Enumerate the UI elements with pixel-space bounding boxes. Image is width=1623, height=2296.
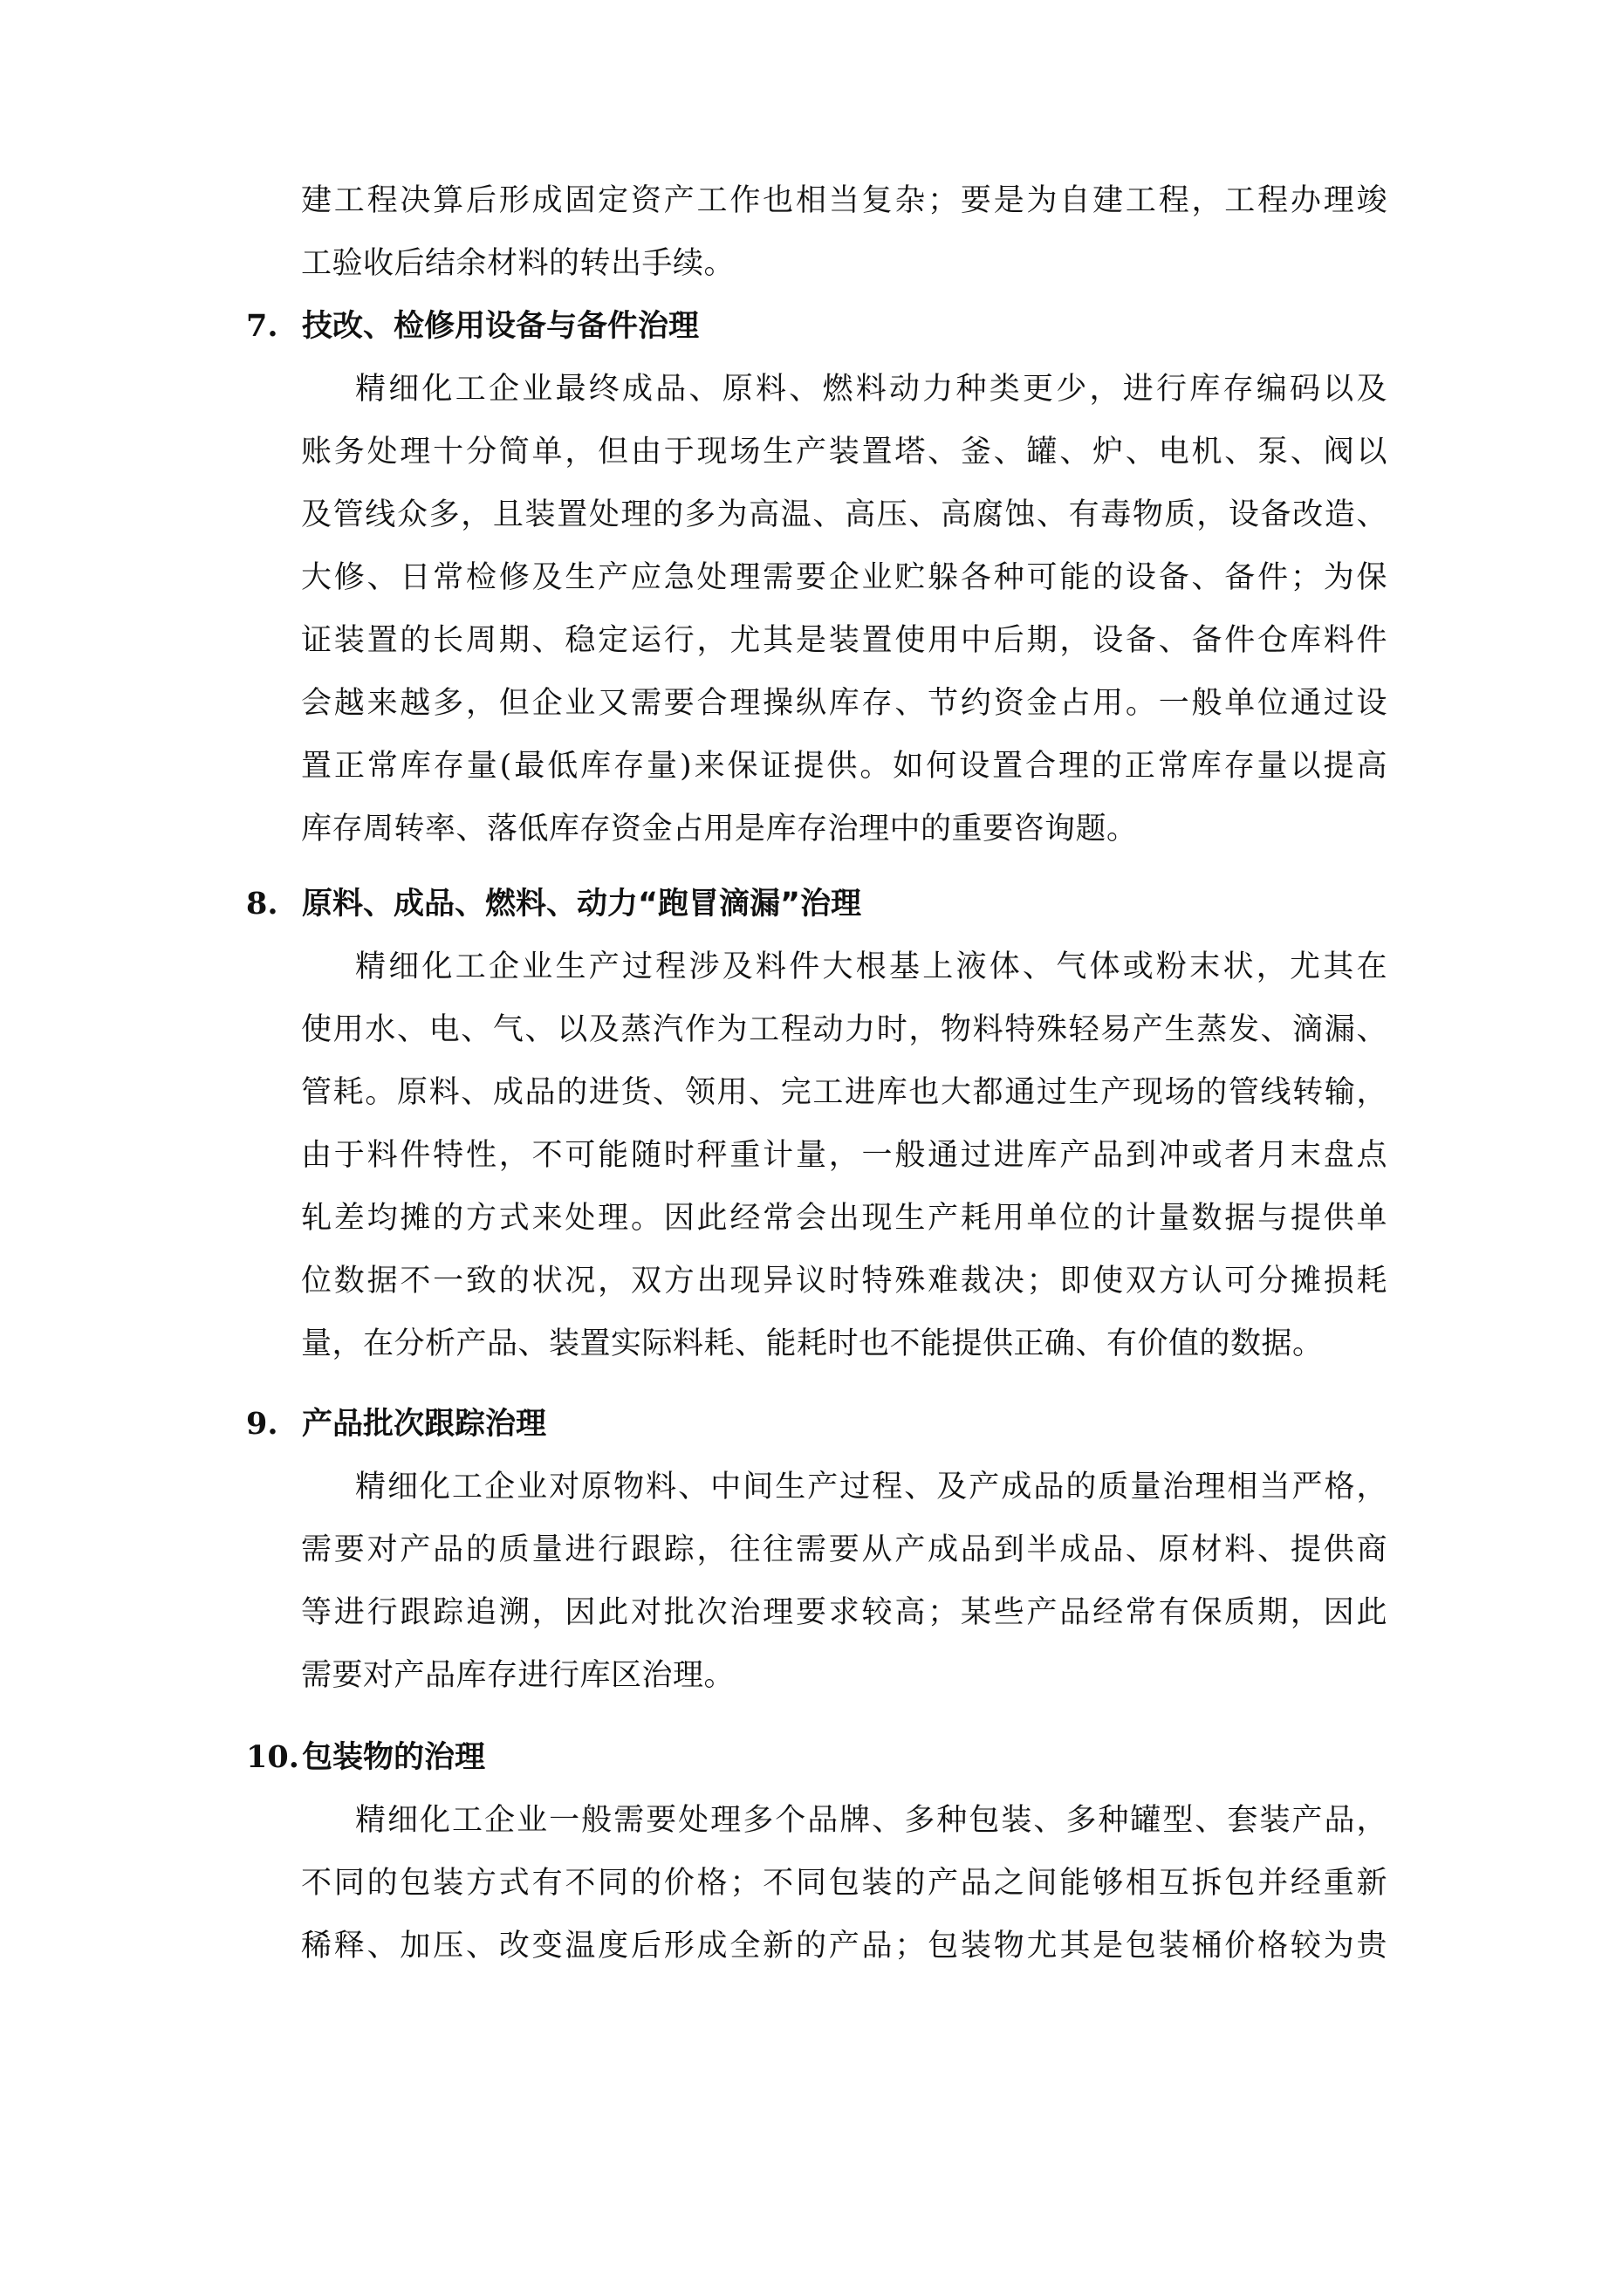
section-number: 9.	[246, 1406, 278, 1442]
text-line: 由于料件特性，不可能随时秤重计量，一般通过进库产品到冲或者月末盘点	[301, 1138, 1387, 1173]
text-line: 证装置的长周期、稳定运行，尤其是装置使用中后期，设备、备件仓库料件	[301, 623, 1387, 658]
text-line: 不同的包装方式有不同的价格；不同包装的产品之间能够相互拆包并经重新	[301, 1866, 1387, 1901]
text-line: 轧差均摊的方式来处理。因此经常会出现生产耗用单位的计量数据与提供单	[301, 1201, 1387, 1236]
text-line: 精细化工企业一般需要处理多个品牌、多种包装、多种罐型、套装产品，	[355, 1803, 1387, 1838]
text-line: 会越来越多，但企业又需要合理操纵库存、节约资金占用。一般单位通过设	[301, 686, 1387, 721]
section-number: 8.	[246, 886, 278, 922]
text-line: 账务处理十分简单，但由于现场生产装置塔、釜、罐、炉、电机、泵、阀以	[301, 435, 1387, 469]
text-line: 库存周转率、落低库存资金占用是库存治理中的重要咨询题。	[301, 812, 1138, 846]
text-line: 等进行跟踪追溯，因此对批次治理要求较高；某些产品经常有保质期，因此	[301, 1595, 1387, 1630]
text-line: 管耗。原料、成品的进货、领用、完工进库也大都通过生产现场的管线转输，	[301, 1075, 1387, 1110]
section-title: 原料、成品、燃料、动力“跑冒滴漏”治理	[302, 887, 862, 922]
text-line: 精细化工企业生产过程涉及料件大根基上液体、气体或粉末状，尤其在	[355, 949, 1387, 984]
text-line: 建工程决算后形成固定资产工作也相当复杂；要是为自建工程，工程办理竣	[301, 183, 1387, 218]
section-title: 技改、检修用设备与备件治理	[302, 309, 700, 344]
section-title: 包装物的治理	[302, 1740, 486, 1775]
section-10-heading	[246, 1726, 485, 1789]
section-10-body	[301, 1789, 1387, 1977]
text-line: 需要对产品的质量进行跟踪，往往需要从产成品到半成品、原材料、提供商	[301, 1532, 1387, 1567]
section-title: 产品批次跟踪治理	[302, 1407, 547, 1442]
text-line: 使用水、电、气、以及蒸汽作为工程动力时，物料特殊轻易产生蒸发、滴漏、	[301, 1012, 1387, 1047]
section-7-body	[301, 358, 1387, 860]
text-line: 稀释、加压、改变温度后形成全新的产品；包装物尤其是包装桶价格较为贵	[301, 1929, 1387, 1964]
text-line: 大修、日常检修及生产应急处理需要企业贮躲各种可能的设备、备件；为保	[301, 560, 1387, 595]
section-9-heading	[246, 1393, 546, 1456]
text-line: 及管线众多，且装置处理的多为高温、高压、高腐蚀、有毒物质，设备改造、	[301, 497, 1387, 532]
section-8-heading	[246, 873, 861, 936]
section-7-heading	[246, 295, 699, 358]
section-9-body	[301, 1456, 1387, 1707]
text-line: 需要对产品库存进行库区治理。	[301, 1658, 736, 1693]
text-line: 置正常库存量(最低库存量)来保证提供。如何设置合理的正常库存量以提高	[301, 749, 1387, 784]
paragraph-top	[301, 169, 1387, 295]
text-line: 精细化工企业最终成品、原料、燃料动力种类更少，进行库存编码以及	[355, 372, 1387, 407]
section-8-body	[301, 936, 1387, 1375]
text-line: 量，在分析产品、装置实际料耗、能耗时也不能提供正确、有价值的数据。	[301, 1326, 1324, 1361]
section-number: 10.	[246, 1739, 299, 1775]
text-line: 工验收后结余材料的转出手续。	[301, 246, 736, 281]
section-number: 7.	[246, 308, 278, 344]
text-line: 位数据不一致的状况，双方出现异议时特殊难裁决；即使双方认可分摊损耗	[301, 1264, 1387, 1299]
text-line: 精细化工企业对原物料、中间生产过程、及产成品的质量治理相当严格，	[355, 1470, 1387, 1504]
